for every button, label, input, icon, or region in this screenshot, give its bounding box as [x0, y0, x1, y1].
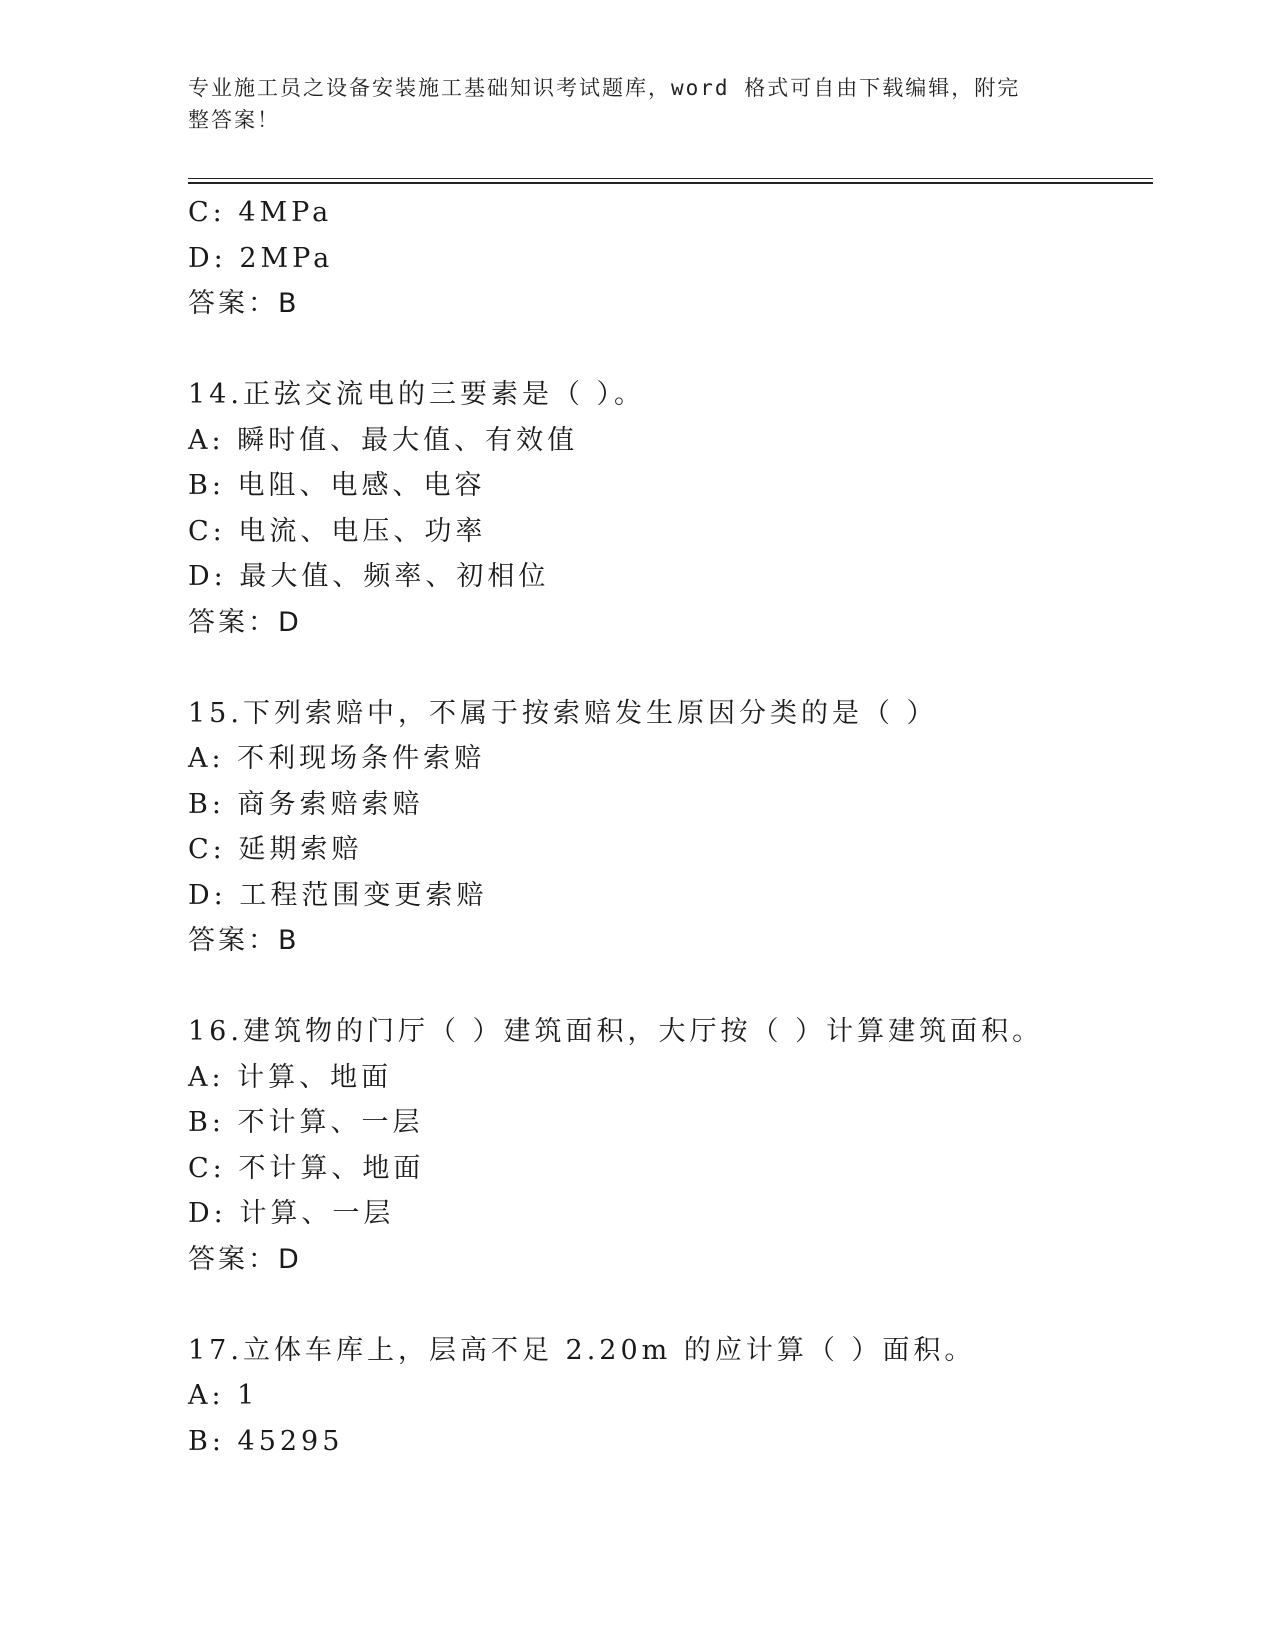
option-b: B: 不计算、一层 [188, 1107, 424, 1138]
answer-line: 答案：D [188, 1243, 302, 1275]
header-line-2: 整答案！ [188, 108, 280, 132]
question-stem: 16.建筑物的门厅（ ）建筑面积，大厅按（ ）计算建筑面积。 [188, 1016, 1044, 1047]
question-15 [188, 691, 1153, 964]
option-b: B: 电阻、电感、电容 [188, 470, 486, 501]
option-c: C: 电流、电压、功率 [188, 515, 487, 547]
question-list [188, 190, 1153, 1464]
option-b: B: 45295 [188, 1425, 344, 1457]
option-d: D: 最大值、频率、初相位 [188, 561, 550, 592]
option-a: A: 瞬时值、最大值、有效值 [188, 424, 579, 456]
option-b: B: 商务索赔索赔 [188, 788, 424, 820]
question-16 [188, 1009, 1153, 1282]
question-stem: 17.立体车库上，层高不足 2.20m 的应计算（ ）面积。 [188, 1334, 976, 1366]
document-header [188, 72, 1068, 136]
answer-line: 答案：B [188, 925, 300, 956]
option-d: D: 2MPa [188, 242, 334, 274]
option-a: A: 不利现场条件索赔 [188, 743, 486, 774]
option-a: A: 计算、地面 [188, 1061, 393, 1093]
option-d: D: 计算、一层 [188, 1198, 395, 1229]
option-d: D: 工程范围变更索赔 [188, 879, 488, 911]
question-17 [188, 1328, 1153, 1465]
header-divider-thin [188, 178, 1153, 179]
option-c: C: 4MPa [188, 197, 333, 228]
header-line-1: 专业施工员之设备安装施工基础知识考试题库，word 格式可自由下载编辑，附完 [188, 76, 1021, 100]
answer-line: 答案：B [188, 288, 300, 319]
answer-line: 答案：D [188, 606, 302, 638]
question-stem: 15.下列索赔中，不属于按索赔发生原因分类的是（ ） [188, 697, 938, 729]
question-14 [188, 372, 1153, 645]
header-divider-thick [188, 182, 1153, 184]
option-a: A: 1 [188, 1380, 259, 1411]
option-c: C: 延期索赔 [188, 834, 363, 865]
question-stem: 14.正弦交流电的三要素是（ ）。 [188, 379, 646, 410]
option-c: C: 不计算、地面 [188, 1152, 425, 1184]
